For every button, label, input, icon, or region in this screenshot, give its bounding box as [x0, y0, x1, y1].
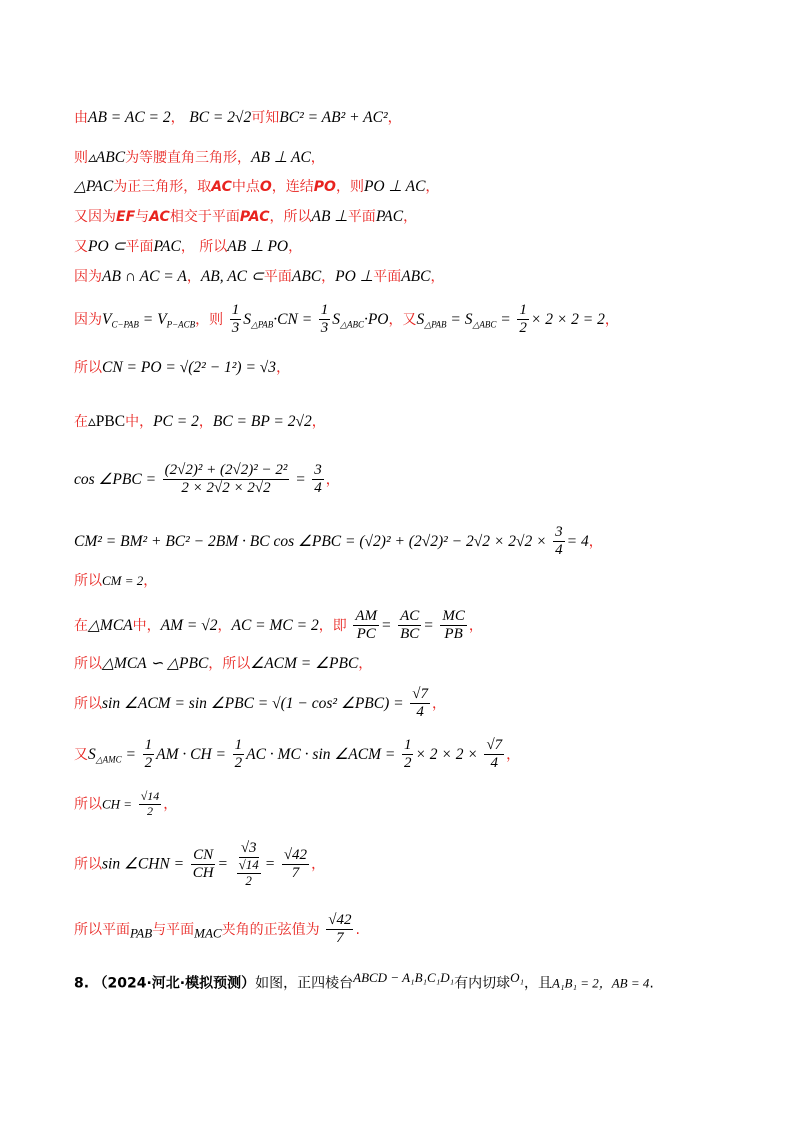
- text: 因为: [74, 311, 102, 328]
- text: 所以: [74, 695, 102, 712]
- text: 与平面: [152, 921, 195, 938]
- question-number: 8.: [74, 975, 90, 992]
- math: =: [264, 855, 276, 873]
- solution-line-10: [74, 462, 340, 498]
- solution-line-7: [74, 302, 619, 338]
- text: ，即: [318, 617, 347, 634]
- text: 所以: [74, 573, 102, 589]
- math: CN = PO = √(2² − 1²) = √3: [102, 359, 277, 376]
- fraction: $\frac{AC}{BC}$: [400, 608, 420, 643]
- fraction: $\frac{1}{3}$: [320, 302, 329, 337]
- math: AC · MC · sin ∠ACM =: [246, 745, 396, 763]
- text: 夹角的正弦值为: [221, 921, 320, 938]
- text: ，又: [388, 311, 417, 328]
- math: sin ∠ACM = sin ∠PBC = √(1 − cos² ∠PBC) =: [102, 694, 404, 712]
- solution-line-3: [74, 179, 439, 195]
- math: ABCD − A₁B₁C₁D₁: [353, 970, 455, 985]
- math: BC = BP = 2√2: [212, 413, 312, 430]
- math: O: [259, 179, 272, 195]
- solution-line-14: [74, 656, 372, 672]
- question-text: ，且: [524, 975, 553, 992]
- math: × 2 × 2 ×: [415, 745, 478, 763]
- math: =: [121, 745, 137, 763]
- text: 中点: [231, 179, 260, 195]
- text: ，: [425, 179, 440, 195]
- text: 所以: [74, 656, 102, 672]
- text: 所以: [74, 856, 102, 873]
- math: PC = 2: [153, 413, 199, 430]
- text: ，: [321, 269, 336, 285]
- fraction: $\frac{1}{2}$: [519, 302, 527, 337]
- math: = 4: [566, 532, 589, 550]
- fraction: $\frac{√7}{4}$: [486, 737, 503, 772]
- math: O₁: [510, 970, 525, 985]
- math: CH =: [102, 796, 133, 812]
- text: 在: [74, 617, 88, 634]
- math: BC = 2√2: [189, 109, 252, 126]
- math: ABC: [291, 268, 322, 285]
- math: AM = √2: [160, 616, 218, 634]
- subscript: C−PAB: [111, 319, 139, 330]
- math: AB ⊥ AC: [251, 149, 311, 166]
- math: △MCA: [88, 616, 133, 634]
- math: S: [243, 310, 252, 328]
- fraction: $\frac{1}{3}$: [231, 302, 240, 337]
- math: AB = AC = 2: [88, 109, 171, 126]
- text: ，: [198, 414, 213, 430]
- math: AC: [149, 209, 170, 225]
- math: PO ⊂: [88, 238, 126, 255]
- text: 所以: [74, 360, 102, 376]
- question-text: 有内切球: [454, 975, 511, 992]
- math: ABC: [401, 268, 431, 285]
- text: 相交于平面: [169, 209, 240, 225]
- complex-fraction: √3 √14 2: [238, 840, 259, 889]
- fraction: $\frac{3}{4}$: [555, 524, 563, 559]
- text: ，连结: [271, 179, 314, 195]
- text: ，: [217, 617, 232, 634]
- math: ·PO: [363, 310, 389, 328]
- fraction: $\frac{√14}{2}$: [140, 789, 160, 818]
- text: ，: [468, 617, 483, 634]
- fraction: $\frac{MC}{PB}$: [442, 608, 465, 643]
- math: △MCA ∽ △PBC: [102, 655, 209, 672]
- text: .: [355, 921, 360, 938]
- math: cos ∠PBC =: [74, 470, 157, 488]
- math: AM · CH =: [156, 745, 226, 763]
- question-text: 如图，正四棱台: [255, 975, 354, 992]
- math: PAC: [375, 208, 404, 225]
- question-8: [74, 970, 654, 993]
- fraction: $\frac{1}{2}$: [403, 737, 412, 772]
- text: ，: [163, 796, 178, 813]
- text: ，: [403, 209, 418, 225]
- text: 又: [74, 239, 88, 255]
- fraction: $\frac{\text{(2√2)² + (2√2)² − 2²}}{2 \times 2√2 \times 2√2}$: [164, 462, 288, 497]
- text: 又因为: [74, 209, 116, 225]
- text: ，所以: [269, 209, 312, 225]
- solution-line-11: [74, 524, 603, 560]
- math: sin ∠CHN =: [102, 855, 185, 873]
- question-source: （2024·河北·模拟预测）: [93, 975, 256, 992]
- text: ，: [186, 269, 201, 285]
- math: PO ⊥ AC: [363, 178, 426, 195]
- math: AB, AC ⊂: [200, 268, 264, 285]
- math: BC² = AB² + AC²: [279, 109, 388, 126]
- math: MAC: [194, 925, 222, 941]
- text: ，所以: [208, 656, 251, 672]
- text: ，则: [335, 179, 364, 195]
- solution-line-13: [74, 608, 483, 644]
- text: 所以: [74, 796, 102, 813]
- text: 中，: [125, 414, 154, 430]
- text: 则: [74, 150, 88, 166]
- math: =: [381, 616, 392, 634]
- text: ，: [430, 269, 445, 285]
- solution-line-12: [74, 574, 157, 589]
- text: 为等腰直角三角形，: [125, 150, 252, 166]
- text: 因为: [74, 269, 102, 285]
- math: AC: [211, 179, 232, 195]
- subscript: P−ACB: [166, 319, 196, 330]
- text: 可知: [251, 110, 280, 126]
- math: S: [332, 310, 341, 328]
- math: =: [423, 616, 434, 634]
- text: ，: [604, 311, 619, 328]
- math: A₁B₁ = 2，AB = 4: [552, 975, 650, 991]
- subscript: △PAB: [424, 319, 447, 330]
- text: ，: [311, 856, 326, 873]
- text: 又: [74, 746, 88, 763]
- text: 为正三角形，取: [113, 179, 212, 195]
- text: 平面: [347, 209, 376, 225]
- text: ，: [276, 360, 291, 376]
- text: 由: [74, 110, 88, 126]
- solution-line-17: [74, 790, 177, 819]
- text: ，: [431, 695, 446, 712]
- math: CM = 2: [102, 573, 144, 588]
- fraction: $\frac{CN}{CH}$: [192, 846, 214, 882]
- text: ，: [387, 110, 402, 126]
- text: ，: [310, 150, 325, 166]
- subscript: △ABC: [472, 319, 497, 330]
- fraction: $\frac{√7}{4}$: [412, 686, 428, 721]
- text: ，: [506, 746, 521, 763]
- math: PO ⊥: [335, 268, 374, 285]
- math: × 2 × 2 = 2: [530, 310, 605, 328]
- text: 与: [135, 209, 150, 225]
- text: 中，: [132, 617, 161, 634]
- math: =: [291, 470, 306, 488]
- subscript: △PAB: [251, 319, 274, 330]
- math: CM² = BM² + BC² − 2BM · BC cos ∠PBC = (√2)² + (2√2)² − 2√2 × 2√2 ×: [74, 532, 547, 550]
- math: PAC: [239, 209, 270, 225]
- solution-line-15: [74, 686, 446, 722]
- math: △PAC: [74, 178, 114, 195]
- question-text: .: [649, 975, 654, 992]
- text: 平面: [263, 269, 292, 285]
- fraction: $\frac{√42}{7}$: [328, 912, 352, 947]
- math: AB ⊥ PO: [227, 238, 289, 255]
- math: S: [88, 745, 96, 763]
- math: EF: [116, 209, 136, 225]
- math: =: [496, 310, 511, 328]
- math: AC = MC = 2: [231, 616, 319, 634]
- solution-line-6: [74, 269, 445, 285]
- math: ▵PBC: [88, 413, 126, 430]
- text: 平面: [373, 269, 402, 285]
- solution-line-4: [74, 209, 417, 225]
- solution-line-19: [74, 912, 360, 948]
- text: ，: [288, 239, 303, 255]
- solution-line-16: [74, 737, 520, 773]
- fraction: $\frac{3}{4}$: [314, 462, 322, 497]
- solution-line-1: [74, 110, 402, 126]
- solution-line-9: [74, 414, 326, 430]
- math: V: [102, 310, 112, 328]
- math: ▵ABC: [88, 149, 126, 166]
- text: ，: [358, 656, 373, 672]
- solution-line-8: [74, 360, 290, 376]
- fraction: $\frac{AM}{PC}$: [355, 608, 378, 643]
- math: PAC: [153, 238, 181, 255]
- solution-line-18: [74, 840, 325, 889]
- text: ，: [170, 110, 185, 126]
- math: S: [416, 310, 425, 328]
- math: AB ⊥: [311, 208, 348, 225]
- math: = V: [138, 310, 167, 328]
- math: ·CN =: [273, 310, 313, 328]
- text: ， 所以: [180, 239, 228, 255]
- text: ，: [588, 533, 603, 550]
- text: ，: [311, 414, 326, 430]
- math: PAB: [130, 925, 153, 941]
- math: = S: [446, 310, 473, 328]
- math: PO: [313, 179, 336, 195]
- solution-line-5: [74, 239, 302, 255]
- solution-line-2: [74, 150, 325, 166]
- math: =: [217, 855, 228, 873]
- text: ，: [143, 573, 158, 589]
- text: ，则: [195, 311, 224, 328]
- subscript: △ABC: [340, 319, 364, 330]
- fraction: $\frac{√42}{7}$: [283, 846, 308, 882]
- fraction: $\frac{1}{2}$: [234, 737, 243, 772]
- text: 所以平面: [74, 921, 130, 938]
- text: ，: [325, 471, 340, 488]
- subscript: △AMC: [95, 754, 122, 765]
- fraction: $\frac{1}{2}$: [144, 737, 153, 772]
- math: ∠ACM = ∠PBC: [250, 655, 359, 672]
- text: 在: [74, 414, 88, 430]
- math: AB ∩ AC = A: [102, 268, 187, 285]
- text: 平面: [125, 239, 154, 255]
